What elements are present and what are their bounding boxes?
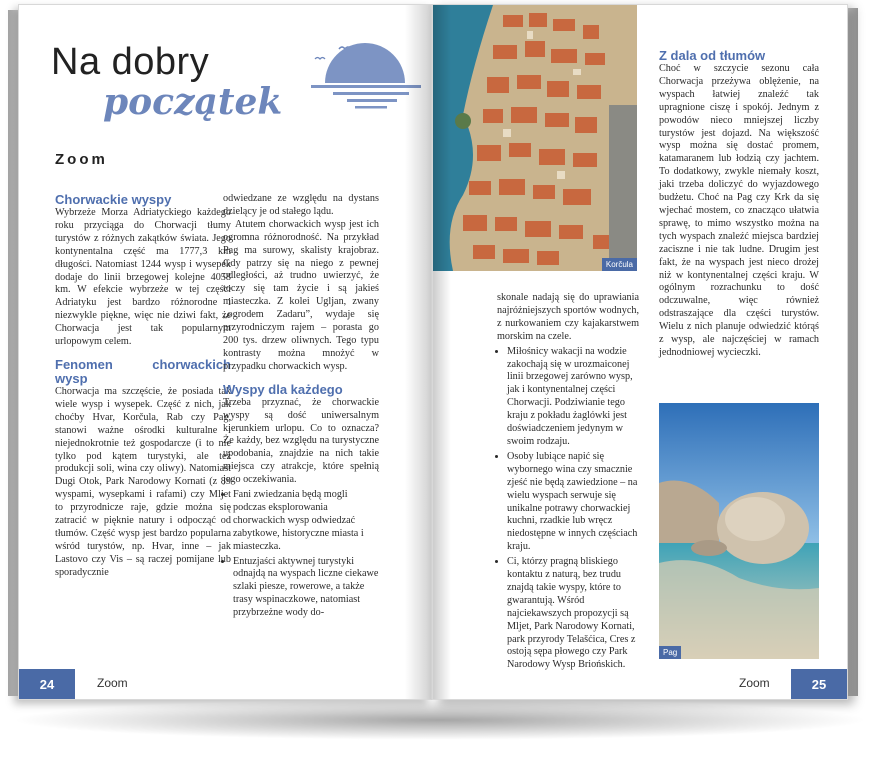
list-item: • Osoby lubiące napić się wybornego wina czy smacznie zjeść nie będą zawiedzione – na wielu wyspach serwuje się unikalne potrawy chorwackiej kuchni, rzadkie lub wręcz niedostępne w innych częściach kraju. [507,451,639,554]
paragraph: skonale nadają się do uprawiania najróżniejszych sportów wodnych, z nurkowaniem czy kajakarstwem morskim na czele. [497,292,639,342]
left-column-2 [223,193,379,622]
footer-label-left: Zoom [97,676,128,690]
paragraph: Trzeba przyznać, że chorwackie wyspy są dość uniwersalnym kierunkiem urlopu. Co to oznacza? Że każdy, bez względu na turystyczne upodobania, znajdzie na nich takie miejsca czy atrakcje, które spełnią jego oczekiwania. [223,396,379,486]
book-shadow [10,700,870,740]
photo-caption-pag: Pag [659,646,681,659]
photo-caption-korcula: Korčula [602,258,637,271]
footer-label-right: Zoom [739,676,770,690]
heading-wyspy-dla-kazdego: Wyspy dla każdego [223,381,343,397]
page-title: Na dobry [51,41,210,83]
list-item: • Entuzjaści aktywnej turystyki odnajdą na wyspach liczne ciekawe szlaki piesze, rowerowe, a także trasy wspinaczkowe, natomiast przybrzeżne wody do- [233,556,379,621]
heading-chorwackie-wyspy: Chorwackie wyspy [55,192,172,207]
page-title-script: początek [103,81,283,123]
paragraph: Atutem chorwackich wysp jest ich ogromna różnorodność. Na przykład Pag ma surowy, skalisty krajobraz. Gdy patrzy się na niego z pewnej odległości, aż trudno uwierzyć, że toczy się tam życie i są jakieś miasteczka. Z kolei Ugljan, zwany „ogrodem Zadaru”, wydaje się przyrodniczym rajem – porasta go 200 tys. drzew oliwnych. Tego typu kontrasty można mnożyć w przypadku chorwackich wysp. [223,218,379,372]
town-aerial-image [433,5,637,271]
photo-pag [659,403,819,659]
paragraph: Wybrzeże Morza Adriatyckiego każdego roku przyciąga do Chorwacji tłumy turystów z różnych zakątków świata. Jego kontynentalna część ma 1777,3 km długości. Natomiast 1244 wysp i wysepek dodaje do linii brzegowej kolejne 4058 km. W efekcie wybrzeże w tej części Adriatyku jest bardzo różnorodne i niezwykle piękne, więc nie dziwi fakt, że Chorwacja jest tak popularnym urlopowym celem. [55,207,231,348]
section-label: Zoom [55,151,108,168]
bullet-list [223,489,379,620]
photo-korcula [433,5,637,271]
paragraph: Chorwacja ma szczęście, że posiada tak wiele wysp i wysepek. Część z nich, jak choćby Hvar, Korčula, Rab czy Pag, stanowi ważne ośrodki kulturalne i niejednokrotnie też gospodarcze (i to nie tylko pod kątem turystyki, ale też produkcji soli, wina czy oliwy). Natomiast Dugi Otok, Park Narodowy Kornati (z 89 wyspami, wysepkami i rafami) czy Mljet to przyrodnicze raje, gdzie można się zatracić w pięknie natury i odpocząć od tłumów. Część wysp jest bardzo popularna wśród turystów, np. Hvar, inne – jak Lastovo czy Vis – są raczej pomijane lub sporadycznie [55,385,231,578]
heading-z-dala-od-tlumow: Z dala od tłumów [659,48,766,63]
paragraph: Choć w szczycie sezonu cała Chorwacja przeżywa oblężenie, na wyspach łatwiej znaleźć tak upragnione ciszę i spokój. Jednym z powodów nieco mniejszej liczby turystów jest dojazd. Na większość wysp można się dostać promem, katamaranem lub łodzią czy jachtem. To dodatkowy, zwykle niemały koszt, jaki trzeba doliczyć do wyjazdowego budżetu. Choć na Pag czy Krk da się wjechać mostem, co znacząco ułatwia sprawę, to mimo wszystko można na tych wyspach znaleźć miejsca bardziej zaciszne i nie tak ludne. Drugim jest fakt, że na wyspach jest nieco drożej niż w kontynentalnej części kraju. W ogólnym rozrachunku to dość odczuwalne, więc również odstraszające dla części turystów. Wielu z nich planuje odwiedzić którąś z wysp, ale najczęściej w ramach jednodniowej wycieczki. [659,63,819,358]
list-item: • Ci, którzy pragną bliskiego kontaktu z naturą, bez trudu znajdą takie wyspy, które to gwarantują. Wśród najciekawszych propozycji są Mljet, Park Narodowy Kornati, park przyrody Telašćica, Cres z ostoją sępa płowego czy Park Narodowy Wysp Briońskich. [507,556,639,672]
right-page [432,4,848,700]
bullet-list [497,346,639,673]
page-number-left: 24 [19,669,75,699]
list-item: • Fani zwiedzania będą mogli podczas eksplorowania chorwackich wysp odwiedzać zabytkowe, historyczne miasta i miasteczka. [233,489,379,554]
spine-shade-left [405,5,431,699]
right-column-2 [659,49,819,360]
page-number-right: 25 [791,669,847,699]
paragraph: odwiedzane ze względu na dystans dzielący je od stałego lądu. [223,193,379,217]
page-stack-left [8,10,18,696]
beach-rock-image [659,403,819,659]
spine-shade-right [433,5,451,699]
list-item: • Miłośnicy wakacji na wodzie zakochają się w urozmaiconej linii brzegowej zarówno wysp, jak i kontynentalnej części Chorwacji. Podziwianie tego kraju z pokładu żaglówki jest doświadczeniem jedynym w swoim rodzaju. [507,346,639,449]
left-column-1 [55,193,231,580]
right-column-1 [497,292,639,674]
heading-fenomen: Fenomen chorwackich wysp [55,356,231,386]
left-page [18,4,432,700]
